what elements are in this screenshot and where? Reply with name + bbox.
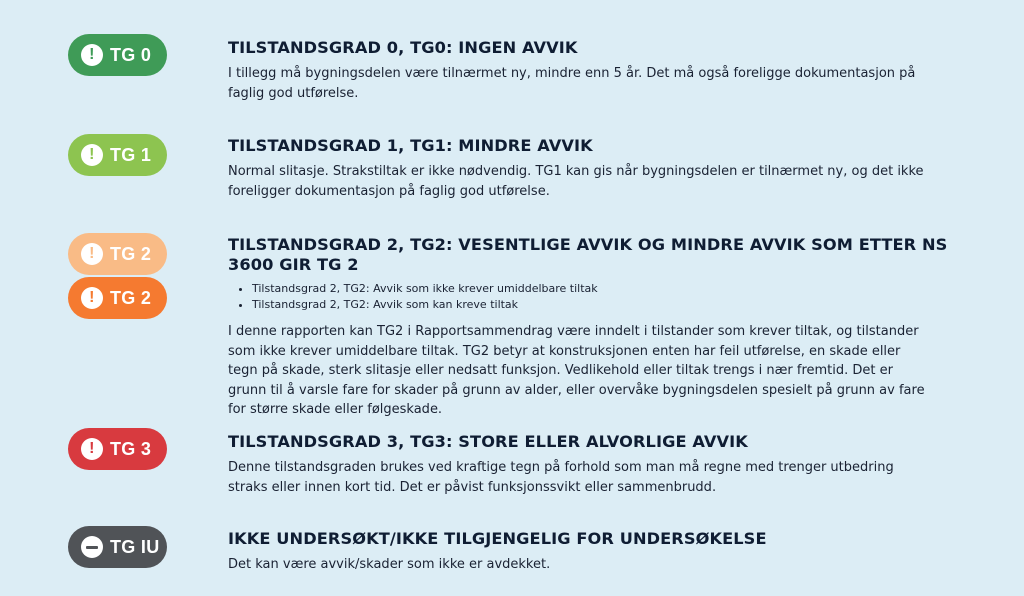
badge-tg2	[68, 277, 167, 319]
section-body: Normal slitasje. Strakstiltak er ikke nødvendig. TG1 kan gis når bygningsdelen er tilnærmet ny, og det ikke foreligger dokumentasjon på faglig god utførelse.	[228, 164, 924, 199]
badge-label: TG 3	[110, 438, 152, 459]
section-tg0	[228, 38, 988, 103]
section-tg2	[228, 235, 988, 420]
badge-label: TG 0	[110, 44, 152, 65]
badge-tgiu	[68, 526, 167, 568]
badge-tg0	[68, 34, 167, 76]
section-tgiu	[228, 529, 988, 575]
badge-label: TG IU	[110, 536, 160, 557]
section-title: TILSTANDSGRAD 2, TG2: VESENTLIGE AVVIK OG MINDRE AVVIK SOM ETTER NS 3600 GIR TG 2	[228, 235, 948, 274]
section-tg3	[228, 432, 988, 497]
exclamation-icon: !	[81, 144, 103, 166]
section-tg1	[228, 136, 988, 201]
badge-tg1	[68, 134, 167, 176]
section-body: Det kan være avvik/skader som ikke er avdekket.	[228, 557, 551, 572]
badge-tg3	[68, 428, 167, 470]
badge-label: TG 2	[110, 243, 152, 264]
section-body: Denne tilstandsgraden brukes ved kraftige tegn på forhold som man må regne med trenger utbedring straks eller innen kort tid. Det er påvist funksjonssvikt eller sammenbrudd.	[228, 460, 894, 495]
exclamation-icon: !	[81, 243, 103, 265]
section-title: IKKE UNDERSØKT/IKKE TILGJENGELIG FOR UNDERSØKELSE	[228, 529, 767, 548]
section-title: TILSTANDSGRAD 1, TG1: MINDRE AVVIK	[228, 136, 593, 155]
list-item: • Tilstandsgrad 2, TG2: Avvik som kan kreve tiltak	[252, 297, 988, 313]
exclamation-icon: !	[81, 287, 103, 309]
badge-label: TG 1	[110, 144, 152, 165]
badge-label: TG 2	[110, 287, 152, 308]
bullet-list	[228, 281, 988, 313]
section-body: I denne rapporten kan TG2 i Rapportsammendrag være inndelt i tilstander som krever tiltak, og tilstander som ikke krever umiddelbare tiltak. TG2 betyr at konstruksjonen enten har feil utførelse, en skade eller tegn på skade, sterk slitasje eller nedsatt funksjon. Vedlikehold eller tiltak trengs i nær fremtid. Det er grunn til å varsle fare for skader på grunn av alder, eller overvåke bygningsdelen spesielt på grunn av fare for større skade eller følgeskade.	[228, 324, 925, 417]
exclamation-icon: !	[81, 44, 103, 66]
exclamation-icon: !	[81, 438, 103, 460]
badge-tg2-light	[68, 233, 167, 275]
section-title: TILSTANDSGRAD 3, TG3: STORE ELLER ALVORLIGE AVVIK	[228, 432, 748, 451]
section-title: TILSTANDSGRAD 0, TG0: INGEN AVVIK	[228, 38, 578, 57]
section-body: I tillegg må bygningsdelen være tilnærmet ny, mindre enn 5 år. Det må også foreligge dokumentasjon på faglig god utførelse.	[228, 66, 916, 101]
minus-icon	[81, 536, 103, 558]
list-item: • Tilstandsgrad 2, TG2: Avvik som ikke krever umiddelbare tiltak	[252, 281, 988, 297]
